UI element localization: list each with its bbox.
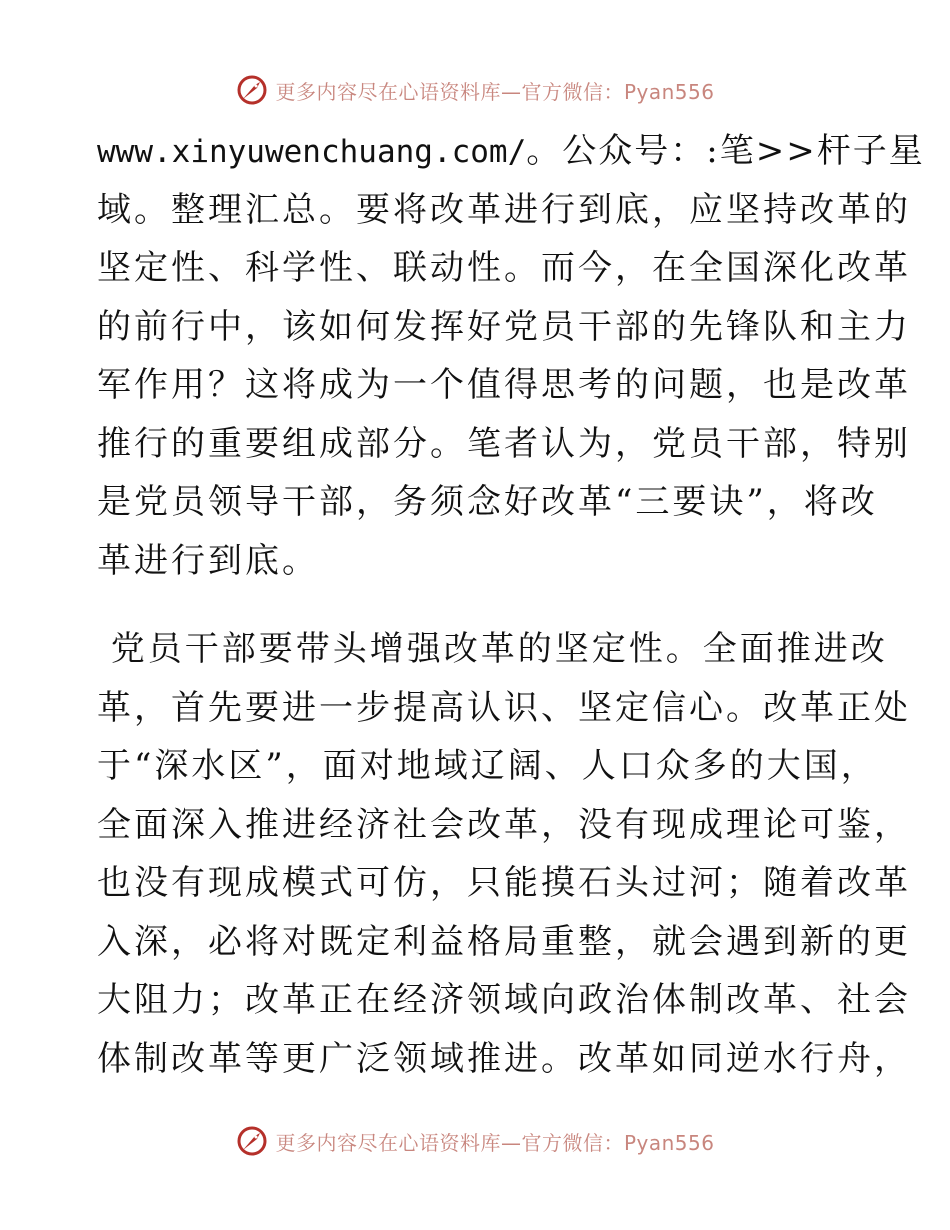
watermark-header xyxy=(0,70,950,110)
text-line: 域。整理汇总。要将改革进行到底，应坚持改革的 xyxy=(97,189,911,230)
text-line: 大阻力；改革正在经济领域向政治体制改革、社会 xyxy=(97,980,911,1020)
text-line: 入深，必将对既定利益格局重整，就会遇到新的更 xyxy=(97,921,911,962)
text-line: 也没有现成模式可仿，只能摸石头过河；随着改革 xyxy=(97,863,911,903)
text-line: 全面深入推进经济社会改革，没有现成理论可鉴， xyxy=(97,804,911,845)
watermark-header-text: 更多内容尽在心语资料库—官方微信：Pyan556 xyxy=(275,79,715,104)
text-line: 军作用？这将成为一个值得思考的问题，也是改革 xyxy=(97,365,911,405)
website-url: www.xinyuwenchuang.com/ xyxy=(97,134,527,170)
text-line xyxy=(97,122,925,181)
text-line: 党员干部要带头增强改革的坚定性。全面推进改 xyxy=(97,629,888,669)
paragraph-spacer xyxy=(97,590,857,620)
text-line: 体制改革等更广泛领域推进。改革如同逆水行舟， xyxy=(97,1038,911,1079)
text-line: 坚定性、科学性、联动性。而今，在全国深化改革 xyxy=(97,248,911,288)
paragraph-1 xyxy=(97,181,911,591)
watermark-footer xyxy=(0,1121,950,1161)
text-fragment: 。公众号：:笔>>杆子星 xyxy=(526,131,925,171)
text-line: 革进行到底。 xyxy=(97,540,319,581)
text-line: 于“深水区”，面对地域辽阔、人口众多的大国， xyxy=(97,746,878,786)
document-body xyxy=(97,122,925,1088)
watermark-footer-text: 更多内容尽在心语资料库—官方微信：Pyan556 xyxy=(275,1130,715,1155)
pen-nib-logo-icon xyxy=(235,73,269,107)
text-line: 是党员领导干部，务须念好改革“三要诀”，将改 xyxy=(97,482,878,522)
text-line: 的前行中，该如何发挥好党员干部的先锋队和主力 xyxy=(97,306,911,347)
paragraph-2 xyxy=(97,620,911,1088)
text-line: 革，首先要进一步提高认识、坚定信心。改革正处 xyxy=(97,687,911,728)
text-line: 推行的重要组成部分。笔者认为，党员干部，特别 xyxy=(97,423,911,464)
pen-nib-logo-icon xyxy=(235,1124,269,1158)
